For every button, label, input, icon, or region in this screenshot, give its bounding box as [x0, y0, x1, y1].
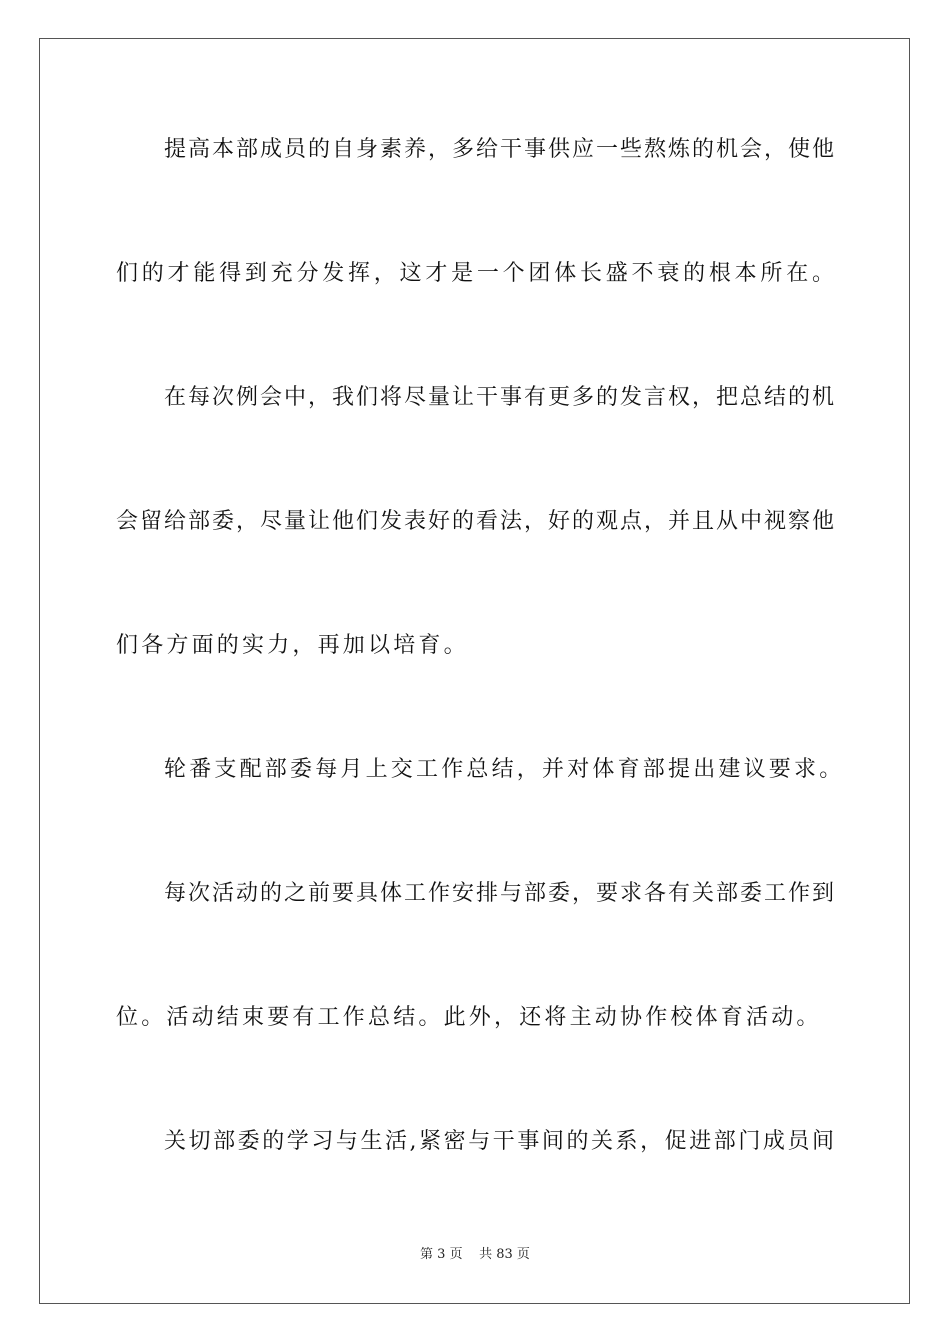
- page-total: 共 83 页: [479, 1247, 530, 1262]
- page-number: 第 3 页: [420, 1247, 463, 1262]
- text-line-2: 们的才能得到充分发挥，这才是一个团体长盛不衰的根本所在。: [116, 261, 834, 286]
- text-line-7: 每次活动的之前要具体工作安排与部委，要求各有关部委工作到: [164, 881, 834, 906]
- text-line-4: 会留给部委，尽量让他们发表好的看法，好的观点，并且从中视察他: [116, 509, 834, 534]
- text-line-1: 提高本部成员的自身素养，多给干事供应一些熬炼的机会，使他: [164, 137, 834, 162]
- text-line-6: 轮番支配部委每月上交工作总结，并对体育部提出建议要求。: [164, 757, 845, 782]
- page-footer: [0, 1246, 950, 1264]
- page-border: [39, 38, 910, 1304]
- text-line-9: 关切部委的学习与生活,紧密与干事间的关系，促进部门成员间: [164, 1129, 834, 1154]
- text-line-5: 们各方面的实力，再加以培育。: [116, 633, 469, 658]
- text-line-3: 在每次例会中，我们将尽量让干事有更多的发言权，把总结的机: [164, 385, 834, 410]
- text-line-8: 位。活动结束要有工作总结。此外，还将主动协作校体育活动。: [116, 1005, 822, 1030]
